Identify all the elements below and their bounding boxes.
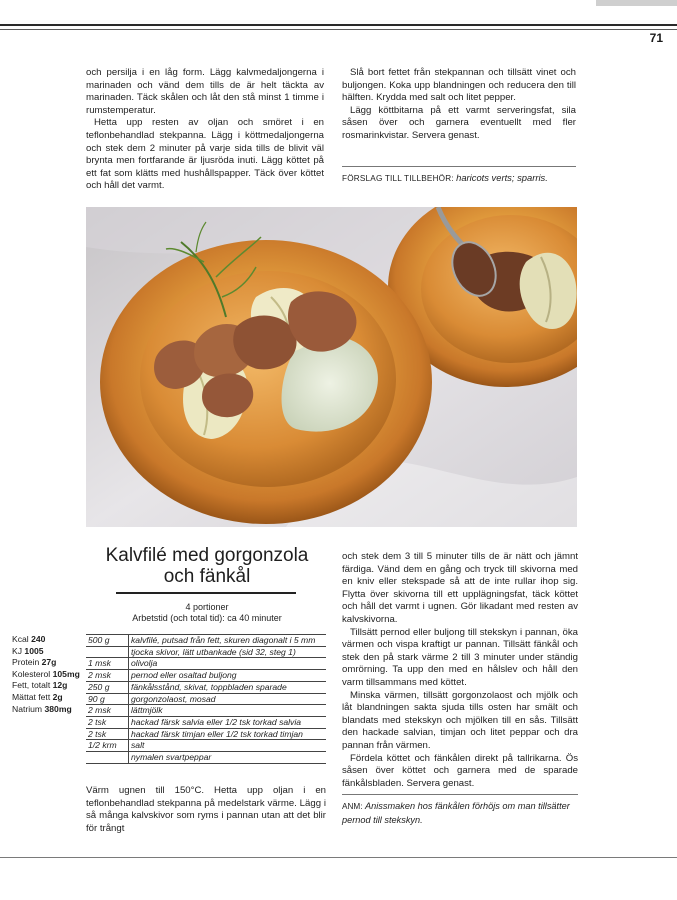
suggestion-rule [342,166,576,167]
ingredient-row: 250 g fänkålsstånd, skivat, toppbladen sparade [86,681,326,693]
paragraph: Lägg köttbitarna på ett varmt serveringsfat, sila såsen över och garnera eventuellt med fler rosmarinkvistar. Servera genast. [342,104,576,141]
dish-photo-illustration [86,207,577,527]
portions: 4 portioner [185,602,229,612]
recipe-title-line1: Kalvfilé med gorgonzola [105,545,309,566]
paragraph: Fördela köttet och fänkålen direkt på tallrikarna. Ös såsen över köttet och garnera med de sparade fänkålsbladen. Servera genast. [342,752,578,789]
title-underline [116,592,296,594]
recipe-note [342,800,578,826]
ingredient-row: tjocka skivor, lätt utbankade (sid 32, steg 1) [86,646,326,658]
nutrition-row: Natrium 380mg [12,703,72,714]
dish-photo [86,207,577,527]
method-text-left-bottom [86,785,326,835]
nutrition-row: Mättat fett 2g [12,691,63,702]
paragraph: Värm ugnen till 150°C. Hetta upp oljan i en teflonbehandlad stekpanna på medelstark värme. Lägg i så många kalvskivor som ryms i pannan utan att det blir för trångt [86,785,326,834]
ingredient-row: 2 tsk hackad färsk salvia eller 1/2 tsk torkad salvia [86,716,326,728]
paragraph: Slå bort fettet från stekpannan och tillsätt vinet och buljongen. Koka upp blandningen och reducera den till hälften. Krydda med salt och litet pepper. [342,67,576,104]
page-edge-shadow [596,0,677,6]
paragraph: och stek dem 3 till 5 minuter tills de är nätt och jämnt färdiga. Vänd dem en gång och tryck till skivorna med en kniv eller stekspade så att de inte rullar ihop sig. Flytta över skivorna till ett upplägningsfat, täck köttet och håll det varmt i ugnen. Gör likadant med resten av kalvskivorna. [342,551,578,625]
recipe-title-line2: och fänkål [163,566,251,587]
nutrition-row: Fett, totalt 12g [12,680,68,691]
ingredient-row: nymalen svartpeppar [86,752,326,764]
nutrition-row: Kcal 240 [12,634,46,644]
paragraph: Minska värmen, tillsätt gorgonzolaost och mjölk och låt blandningen sakta sjuda tills osten har smält och blandats med stekskyn och mjölken till en sås. Tillsätt den hackade salvian, timjan och litet peppar och dra pannan från värmen. [342,689,578,751]
ingredient-row: 500 g kalvfilé, putsad från fett, skuren diagonalt i 5 mm [86,635,326,647]
method-text-right-bottom [342,551,578,790]
ingredient-row: 2 msk lättmjölk [86,705,326,717]
nutrition-row: KJ 1005 [12,645,44,656]
paragraph: och persilja i en låg form. Lägg kalvmedaljongerna i marinaden och vänd dem tills de är helt täckta av marinaden. Täck skålen och låt den stå minst 1 timme i rumstemperatur. [86,67,324,116]
note-text: Anissmaken hos fänkålen förhöjs om man tillsätter pernod till stekskyn. [342,801,570,825]
ingredients-table [86,634,326,764]
ingredient-row: 1 msk olivolja [86,658,326,670]
header-rule-thin [0,29,677,30]
ingredient-row: 1/2 krm salt [86,740,326,752]
ingredient-row: 2 tsk hackad färsk timjan eller 1/2 tsk torkad timjan [86,728,326,740]
working-time: Arbetstid (och total tid): ca 40 minuter [132,613,282,623]
suggestion-label: FÖRSLAG TILL TILLBEHÖR: [342,174,454,183]
note-label: ANM: [342,802,363,811]
page-number: 71 [649,31,663,45]
note-rule [342,794,578,795]
portions-info [86,602,328,624]
serving-suggestion [342,172,576,183]
nutrition-row: Protein 27g [12,657,57,668]
paragraph: Tillsätt pernod eller buljong till stekskyn i pannan, öka värmen och vispa kraftigt ur pannan. Tillsätt fänkål och stek den på stark värme 2 till 3 minuter under ständig omrörning. Ta upp den med en hålslev och håll den varm tillsammans med köttet. [342,626,578,688]
paragraph: Hetta upp resten av oljan och smöret i en teflonbehandlad stekpanna. Lägg i köttmedaljongerna och stek dem 2 minuter på varje sida tills de blivit väl brynta men fortfarande är ljusröda inuti. Lägg köttet på ett fat som klätts med hushållspapper. Täck över köttet och håll det varmt. [86,117,324,192]
method-text-right-top [342,67,576,143]
recipe-title [86,545,328,587]
footer-rule [0,857,677,858]
suggestion-value: haricots verts; sparris. [456,172,548,183]
ingredient-row: 90 g gorgonzolaost, mosad [86,693,326,705]
nutrition-facts [12,634,86,715]
method-text-left-top [86,67,324,193]
ingredient-row: 2 msk pernod eller osaltad buljong [86,670,326,682]
nutrition-row: Kolesterol 105mg [12,668,80,679]
header-rule [0,24,677,26]
